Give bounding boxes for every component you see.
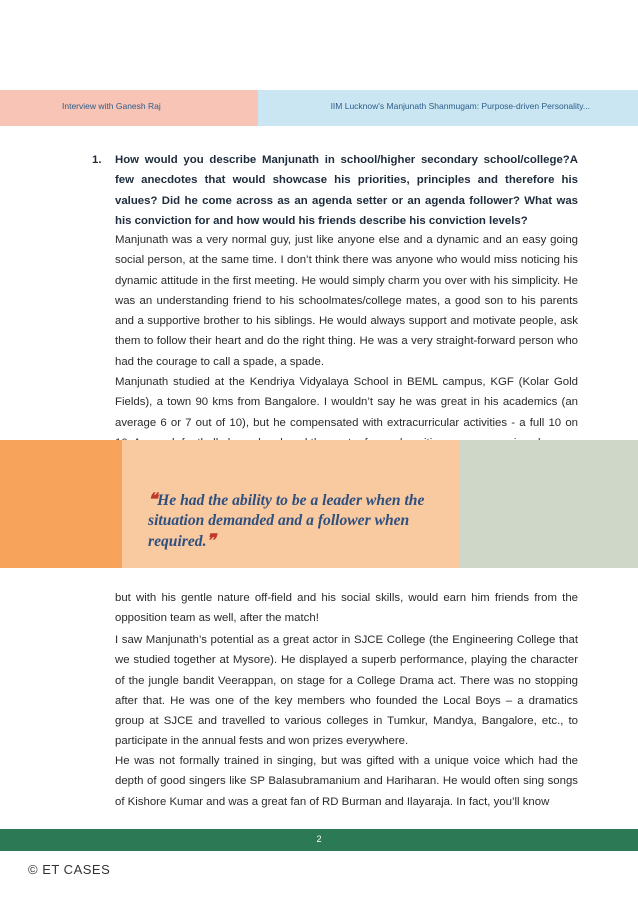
answer-paragraph-5: He was not formally trained in singing, but was gifted with a unique voice which had the depth of good singers like SP Balasubramanium and Hariharan. He would often sing songs of Kishore Kumar and was a great fan of RD Burman and Ilayaraja. In fact, you’ll know [115, 755, 578, 808]
copyright-notice: © ET CASES [28, 862, 111, 877]
band-peach-block [122, 440, 460, 568]
running-header [0, 90, 638, 126]
pull-quote [148, 490, 458, 552]
open-quote-mark: ❝ [148, 490, 158, 509]
question-number: 1. [92, 154, 102, 166]
header-right-text: IIM Lucknow's Manjunath Shanmugam: Purpose-driven Personality... [330, 101, 590, 111]
band-orange-block [0, 440, 122, 568]
header-right-panel [258, 90, 638, 126]
answer-paragraph-2: Manjunath studied at the Kendriya Vidyalaya School in BEML campus, KGF (Kolar Gold Fields), a town 90 kms from Bangalore. I wouldn’t say he was great in his academics (an average 6 or 7 out of 10), but he compensated with extracurricular activities - a full 10 on [115, 376, 578, 429]
footer-bar [0, 829, 638, 851]
page-number: 2 [316, 834, 322, 844]
answer-paragraph-1: Manjunath was a very normal guy, just like anyone else and a dynamic and an easy going social person, at the same time. I don’t think there was anyone who would miss noticing his dynamic attitude in the first meeting. He would simply charm you over with his simplicity. He was an understanding friend to his schoolmates/college mates, a good son to his parents and a supportive brother to his siblings. He would always support and motivate people, ask them to follow their heart and do the right thing. He was a very straight-forward person who had the courage to call a spade, a spade. [115, 234, 578, 368]
close-quote-mark: ❞ [206, 531, 216, 550]
answer-paragraph-3: but with his gentle nature off-field and his social skills, would earn him friends from the opposition team as well, after the match! [115, 592, 578, 625]
header-left-text: Interview with Ganesh Raj [62, 101, 161, 111]
interview-question [92, 150, 578, 231]
band-gray-block [460, 440, 638, 568]
answer-paragraph-4: I saw Manjunath’s potential as a great actor in SJCE College (the Engineering College that we studied together at Mysore). He displayed a superb performance, playing the character of the jungle bandit Veerappan, on stage for a College Drama act. There was no stopping after that. He was one of the key members who founded the Local Boys – a dramatics group at SJCE and travelled to various colleges in Tumkur, Mandya, Bangalore, etc., to participate in the annual fests and won prizes everywhere. [115, 634, 578, 748]
pull-quote-text: He had the ability to be a leader when the situation demanded and a follower when required. [148, 492, 425, 550]
pull-quote-band [0, 440, 638, 568]
header-left-panel [0, 90, 258, 126]
question-text: How would you describe Manjunath in school/higher secondary school/college?A few anecdotes that would showcase his priorities, principles and therefore his values? Did he come across as an agenda setter or an agenda follower? What was his conviction for and how would his friends describe his conviction levels? [115, 154, 578, 227]
